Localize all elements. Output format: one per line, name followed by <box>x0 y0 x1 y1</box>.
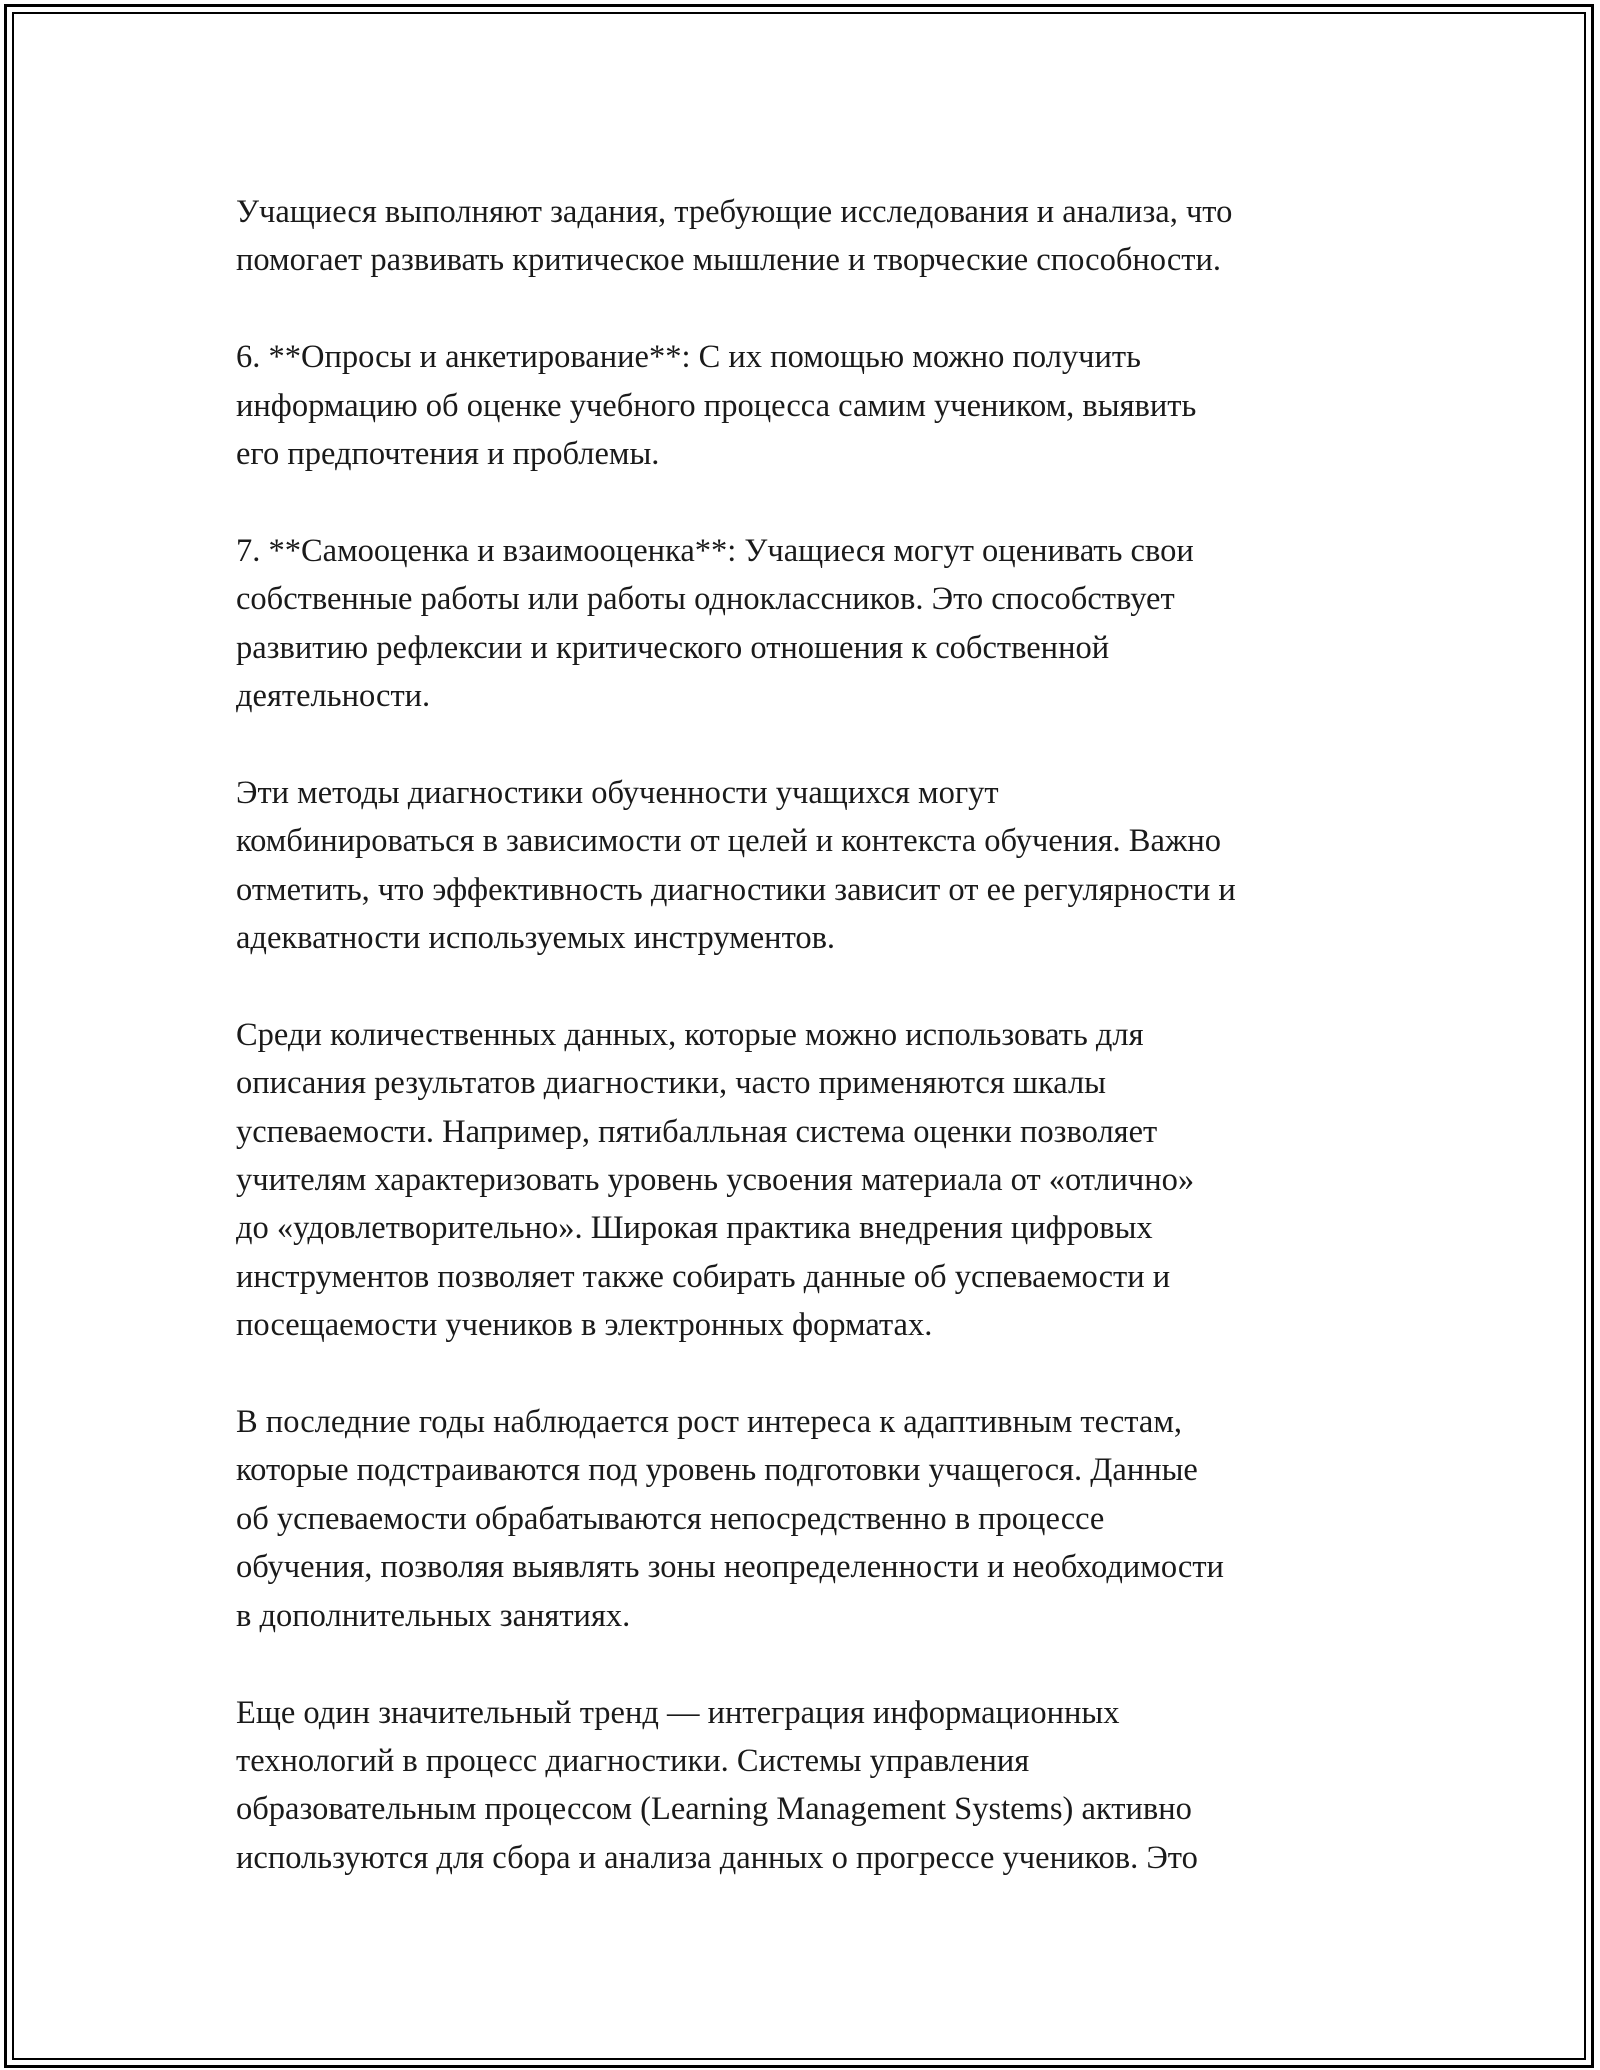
text-line: собственные работы или работы одноклассников. Это способствует <box>236 581 1175 618</box>
text-line: Учащиеся выполняют задания, требующие исследования и анализа, что <box>236 194 1233 230</box>
text-line: описания результатов диагностики, часто применяются шкалы <box>236 1065 1107 1102</box>
text-line: Еще один значительный тренд — интеграция информационных <box>236 1694 1120 1731</box>
page-body <box>236 188 1376 1931</box>
text-line: 6. **Опросы и анкетирование**: С их помощью можно получить <box>236 339 1141 376</box>
text-line: комбинироваться в зависимости от целей и контекста обучения. Важно <box>236 823 1221 860</box>
text-line: технологий в процесс диагностики. Системы управления <box>236 1742 1030 1779</box>
paragraph-it-integration <box>236 1689 1376 1883</box>
text-line: инструментов позволяет также собирать данные об успеваемости и <box>236 1258 1171 1295</box>
text-line: информацию об оценке учебного процесса самим учеником, выявить <box>236 387 1197 424</box>
text-line: деятельности. <box>236 678 431 715</box>
text-line: посещаемости учеников в электронных форматах. <box>236 1307 933 1344</box>
text-line: В последние годы наблюдается рост интереса к адаптивным тестам, <box>236 1404 1183 1441</box>
text-line: используются для сбора и анализа данных о прогрессе учеников. Это <box>236 1839 1198 1876</box>
text-line: образовательным процессом (Learning Management Systems) активно <box>236 1791 1192 1828</box>
text-line: в дополнительных занятиях. <box>236 1597 631 1634</box>
text-line: помогает развивать критическое мышление и творческие способности. <box>236 242 1221 279</box>
text-line: которые подстраиваются под уровень подготовки учащегося. Данные <box>236 1452 1198 1489</box>
text-line: отметить, что эффективность диагностики зависит от ее регулярности и <box>236 871 1236 908</box>
text-line: Эти методы диагностики обученности учащихся могут <box>236 774 999 811</box>
paragraph-methods-combination <box>236 769 1376 963</box>
paragraph-quantitative-data <box>236 1011 1376 1350</box>
paragraph-adaptive-tests <box>236 1398 1376 1640</box>
text-line: обучения, позволяя выявлять зоны неопределенности и необходимости <box>236 1549 1224 1586</box>
text-line: учителям характеризовать уровень усвоения материала от «отлично» <box>236 1162 1195 1199</box>
text-line: успеваемости. Например, пятибалльная система оценки позволяет <box>236 1113 1158 1150</box>
paragraph-self-assessment <box>236 527 1376 721</box>
text-line: до «удовлетворительно». Широкая практика внедрения цифровых <box>236 1210 1153 1247</box>
paragraph-students-tasks <box>236 188 1376 285</box>
text-line: адекватности используемых инструментов. <box>236 920 836 957</box>
text-line: его предпочтения и проблемы. <box>236 436 660 473</box>
text-line: 7. **Самооценка и взаимооценка**: Учащиеся могут оценивать свои <box>236 532 1194 569</box>
paragraph-surveys <box>236 333 1376 478</box>
text-line: развитию рефлексии и критического отношения к собственной <box>236 629 1110 666</box>
text-line: об успеваемости обрабатываются непосредственно в процессе <box>236 1500 1105 1537</box>
text-line: Среди количественных данных, которые можно использовать для <box>236 1016 1144 1053</box>
